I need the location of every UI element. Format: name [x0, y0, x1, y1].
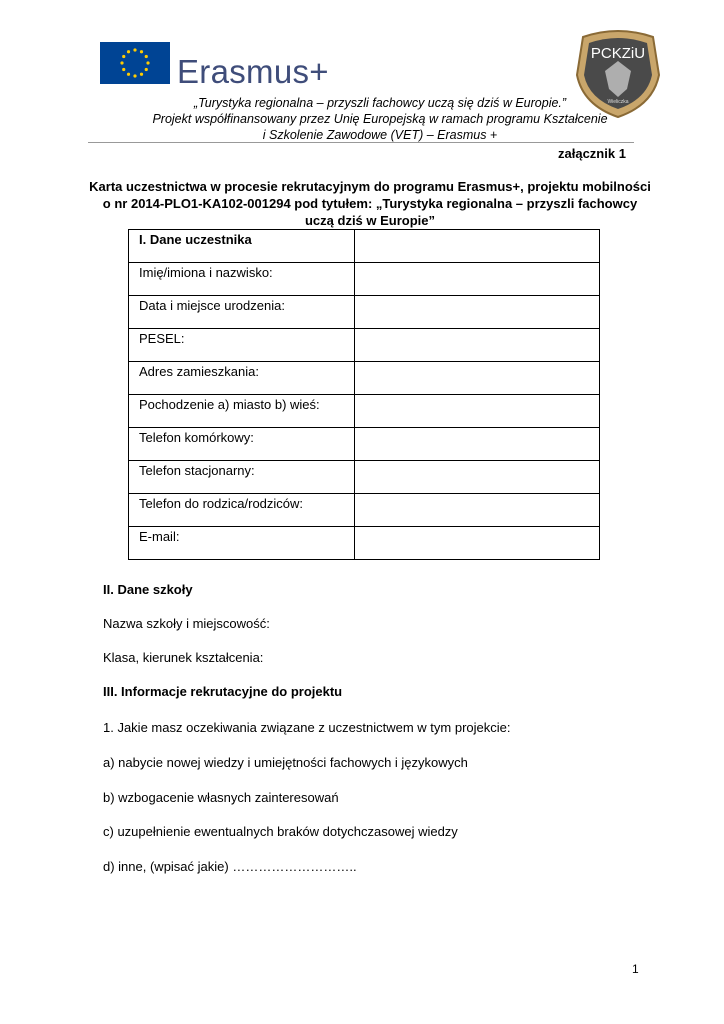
field-input-parent-phone[interactable]	[355, 494, 600, 527]
table-row	[129, 395, 600, 428]
eu-star-icon	[122, 68, 125, 71]
participant-data-table	[128, 229, 600, 560]
field-label-name: Imię/imiona i nazwisko:	[129, 263, 355, 296]
option-b: b) wzbogacenie własnych zainteresowań	[103, 790, 339, 805]
crest-logo-text: PCKZiU	[590, 45, 646, 62]
field-input-name[interactable]	[355, 263, 600, 296]
eu-star-icon	[146, 61, 149, 64]
field-label-birth: Data i miejsce urodzenia:	[129, 296, 355, 329]
eu-star-icon	[145, 68, 148, 71]
table-row	[129, 329, 600, 362]
class-label: Klasa, kierunek kształcenia:	[103, 650, 264, 665]
form-title-line-1: Karta uczestnictwa w procesie rekrutacyjnym do programu Erasmus+, projektu mobilności	[89, 179, 651, 194]
school-name-label: Nazwa szkoły i miejscowość:	[103, 616, 270, 631]
option-c: c) uzupełnienie ewentualnych braków dotychczasowej wiedzy	[103, 824, 458, 839]
option-d: d) inne, (wpisać jakie) ………………………..	[103, 859, 357, 874]
page-number: 1	[632, 962, 639, 976]
field-label-parent-phone: Telefon do rodzica/rodziców:	[129, 494, 355, 527]
table-value-cell[interactable]	[355, 230, 600, 263]
table-row	[129, 428, 600, 461]
eu-star-icon	[140, 73, 143, 76]
field-input-pesel[interactable]	[355, 329, 600, 362]
erasmus-logo-text: Erasmus+	[177, 53, 329, 90]
form-title-line-3: uczą dziś w Europie”	[304, 213, 436, 228]
field-label-email: E-mail:	[129, 527, 355, 560]
table-row	[129, 461, 600, 494]
field-input-landline[interactable]	[355, 461, 600, 494]
field-input-birth[interactable]	[355, 296, 600, 329]
field-input-email[interactable]	[355, 527, 600, 560]
cofinancing-line-2: i Szkolenie Zawodowe (VET) – Erasmus +	[262, 128, 498, 142]
eu-star-icon	[133, 48, 136, 51]
eu-flag-icon	[100, 42, 170, 84]
cofinancing-line-1: Projekt współfinansowany przez Unię Europejską w ramach programu Kształcenie	[152, 112, 608, 126]
field-label-origin: Pochodzenie a) miasto b) wieś:	[129, 395, 355, 428]
field-label-pesel: PESEL:	[129, 329, 355, 362]
field-label-mobile: Telefon komórkowy:	[129, 428, 355, 461]
annex-label: załącznik 1	[558, 146, 626, 161]
table-row	[129, 296, 600, 329]
question-1: 1. Jakie masz oczekiwania związane z uczestnictwem w tym projekcie:	[103, 720, 511, 735]
project-title-line: „Turystyka regionalna – przyszli fachowcy uczą się dziś w Europie.”	[193, 96, 567, 110]
table-row	[129, 494, 600, 527]
table-row	[129, 527, 600, 560]
eu-star-icon	[120, 61, 123, 64]
eu-star-icon	[133, 74, 136, 77]
table-row	[129, 263, 600, 296]
eu-star-icon	[127, 73, 130, 76]
recruitment-section-heading: III. Informacje rekrutacyjne do projektu	[103, 684, 343, 699]
eu-star-icon	[145, 55, 148, 58]
field-label-landline: Telefon stacjonarny:	[129, 461, 355, 494]
field-input-address[interactable]	[355, 362, 600, 395]
table-row	[129, 362, 600, 395]
field-label-address: Adres zamieszkania:	[129, 362, 355, 395]
field-input-origin[interactable]	[355, 395, 600, 428]
school-section-heading: II. Dane szkoły	[103, 582, 193, 597]
eu-star-icon	[122, 55, 125, 58]
field-input-mobile[interactable]	[355, 428, 600, 461]
form-title-line-2: o nr 2014-PLO1-KA102-001294 pod tytułem: „Turystyka regionalna – przyszli fachowcy	[102, 196, 638, 211]
eu-star-icon	[140, 50, 143, 53]
option-a: a) nabycie nowej wiedzy i umiejętności fachowych i językowych	[103, 755, 468, 770]
crest-town-text: Wieliczka	[607, 99, 629, 105]
eu-star-icon	[127, 50, 130, 53]
header-divider	[88, 142, 634, 143]
table-heading-cell: I. Dane uczestnika	[129, 230, 355, 263]
table-row	[129, 230, 600, 263]
